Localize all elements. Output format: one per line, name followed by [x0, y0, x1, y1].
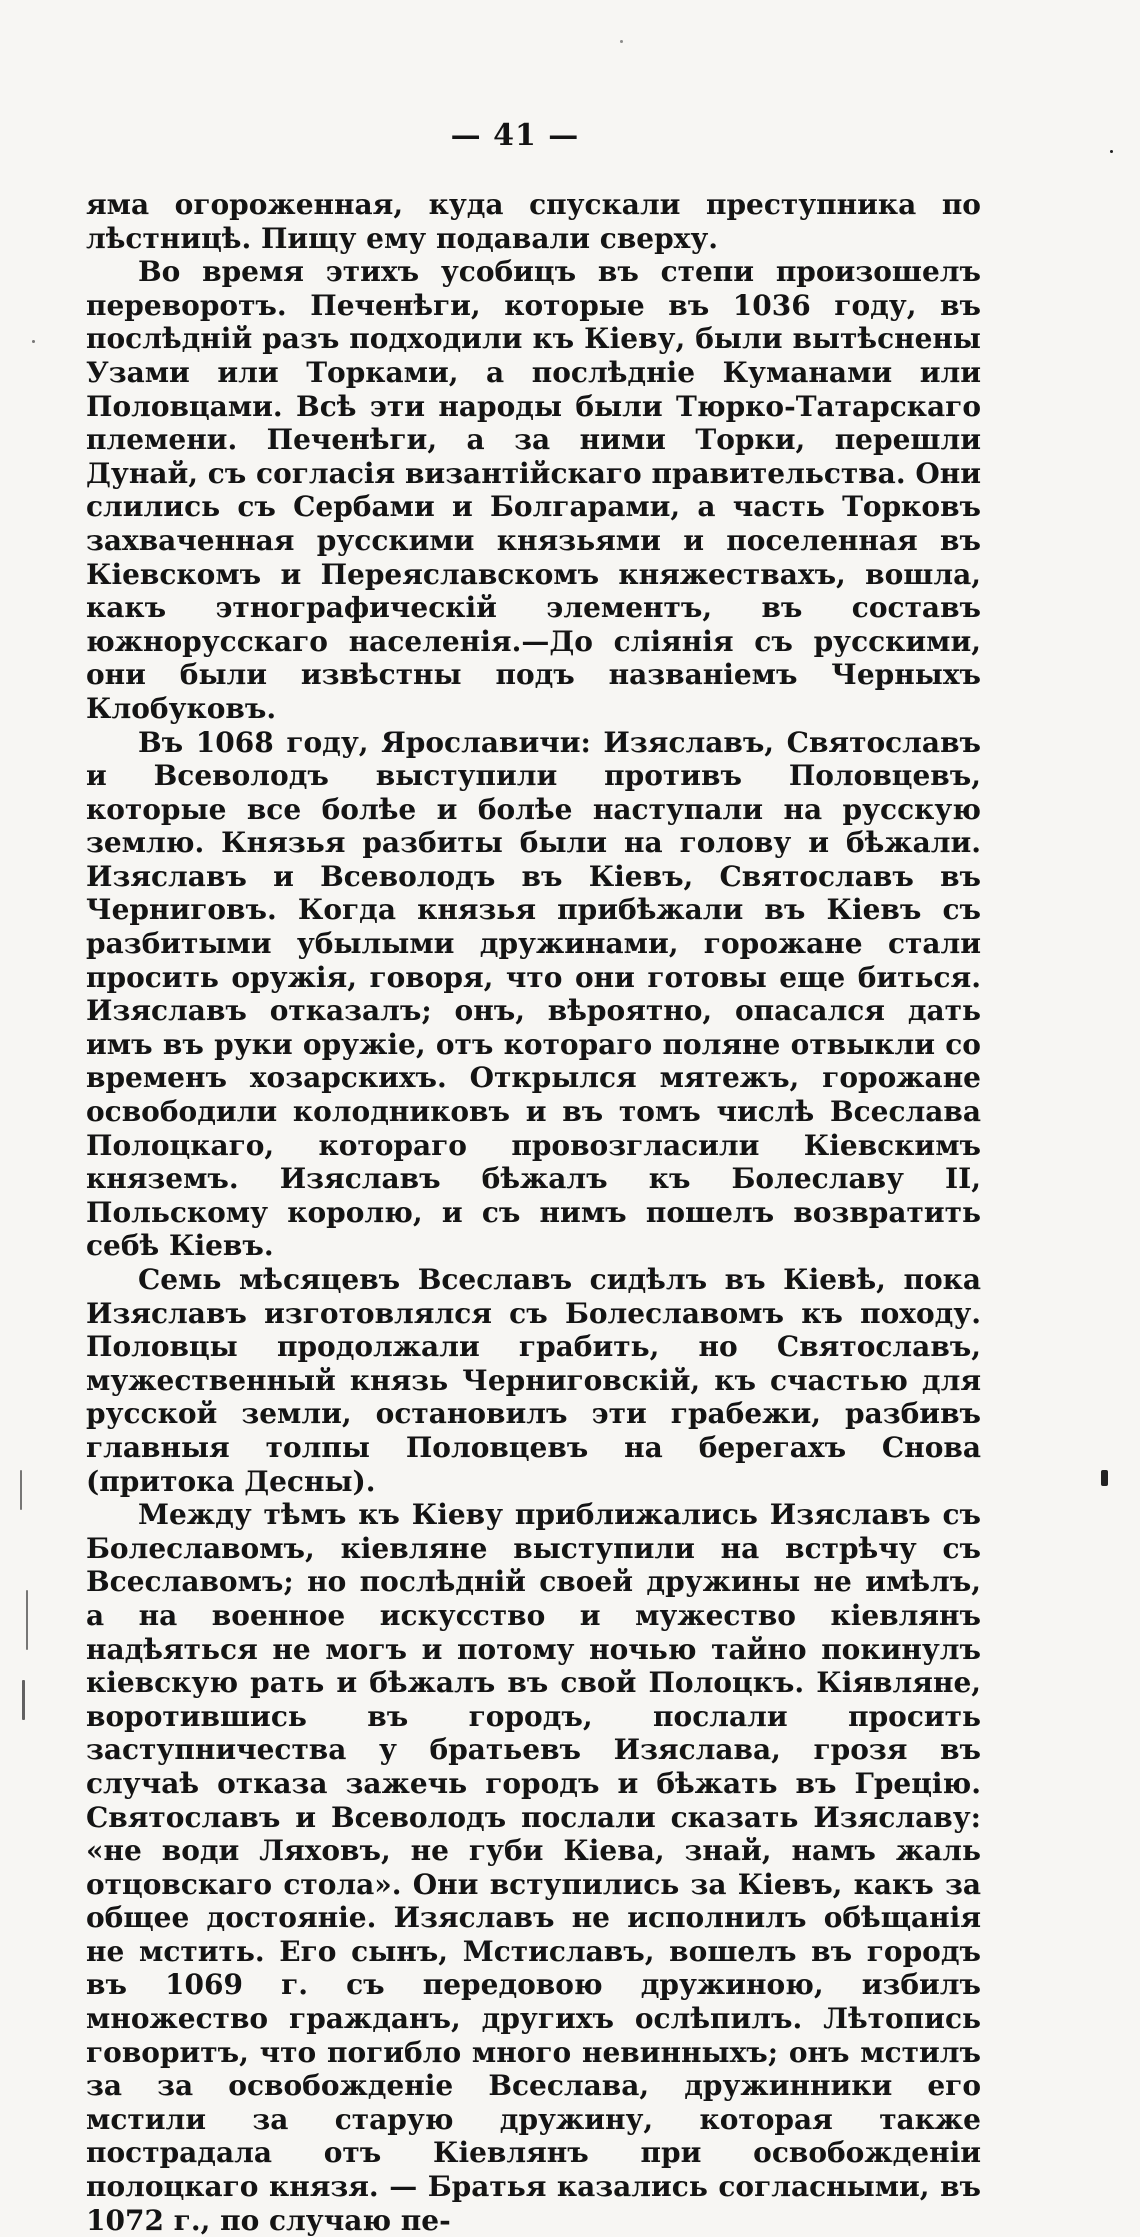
scan-speck: [26, 1590, 28, 1650]
paragraph-4: Семь мѣсяцевъ Всеславъ сидѣлъ въ Кіевѣ, пока Изяславъ изготовлялся съ Болеславомъ къ походу. Половцы продолжали грабить, но Святославъ, мужественный князь Черниговскій, къ счастью для русской земли, остановилъ эти грабежи, разбивъ главныя толпы Половцевъ на берегахъ Снова (притока Десны).: [86, 1263, 981, 1498]
paragraph-3: Въ 1068 году, Ярославичи: Изяславъ, Святославъ и Всеволодъ выступили противъ Половцевъ, которые все болѣе и болѣе наступали на русскую землю. Князья разбиты были на голову и бѣжали. Изяславъ и Всеволодъ въ Кіевъ, Святославъ въ Черниговъ. Когда князья прибѣжали въ Кіевъ съ разбитыми убылыми дружинами, горожане стали просить оружія, говоря, что они готовы еще биться. Изяславъ отказалъ; онъ, вѣроятно, опасался дать имъ въ руки оружіе, отъ котораго поляне отвыкли со временъ хозарскихъ. Открылся мятежъ, горожане освободили колодниковъ и въ томъ числѣ Всеслава Полоцкаго, котораго провозгласили Кіевскимъ княземъ. Изяславъ бѣжалъ къ Болеславу II, Польскому королю, и съ нимъ пошелъ возвратить себѣ Кіевъ.: [86, 725, 981, 1263]
scan-speck: [32, 340, 35, 343]
paragraph-2: Во время этихъ усобицъ въ степи произошелъ переворотъ. Печенѣги, которые въ 1036 году, въ послѣдній разъ подходили къ Кіеву, были вытѣснены Узами или Торками, а послѣдніе Куманами или Половцами. Всѣ эти народы были Тюрко-Татарскаго племени. Печенѣги, а за ними Торки, перешли Дунай, съ согласія византійскаго правительства. Они слились съ Сербами и Болгарами, а часть Торковъ захваченная русскими князьями и поселенная въ Кіевскомъ и Переяславскомъ княжествахъ, вошла, какъ этнографическій элементъ, въ составъ южнорусскаго населенія.—До сліянія съ русскими, они были извѣстны подъ названіемъ Черныхъ Клобуковъ.: [86, 255, 981, 725]
scan-speck: [20, 1470, 22, 1510]
paragraph-1: яма огороженная, куда спускали преступника по лѣстницѣ. Пищу ему подавали сверху.: [86, 188, 981, 255]
body-text: [86, 188, 981, 2237]
page-number: — 41 —: [450, 118, 580, 153]
scan-speck: [22, 1680, 25, 1720]
scan-speck: [1110, 150, 1113, 153]
scan-speck: [1101, 1470, 1108, 1486]
paragraph-5: Между тѣмъ къ Кіеву приближались Изяславъ съ Болеславомъ, кіевляне выступили на встрѣчу съ Всеславомъ; но послѣдній своей дружины не имѣлъ, а на военное искусство и мужество кіевлянъ надѣяться не могъ и потому ночью тайно покинулъ кіевскую рать и бѣжалъ въ свой Полоцкъ. Кіявляне, воротившись въ городъ, послали просить заступничества у братьевъ Изяслава, грозя въ случаѣ отказа зажечь городъ и бѣжать въ Грецію. Святославъ и Всеволодъ послали сказать Изяславу: «не води Ляховъ, не губи Кіева, знай, намъ жаль отцовскаго стола». Они вступились за Кіевъ, какъ за общее достояніе. Изяславъ не исполнилъ обѣщанія не мстить. Его сынъ, Мстиславъ, вошелъ въ городъ въ 1069 г. съ передовою дружиною, избилъ множество гражданъ, другихъ ослѣпилъ. Лѣтопись говоритъ, что погибло много невинныхъ; онъ мстилъ за за освобожденіе Всеслава, дружинники его мстили за старую дружину, которая также пострадала отъ Кіевлянъ при освобожденіи полоцкаго князя. — Братья казались согласными, въ 1072 г., по случаю пе-: [86, 1498, 981, 2237]
scan-speck: [620, 40, 623, 43]
